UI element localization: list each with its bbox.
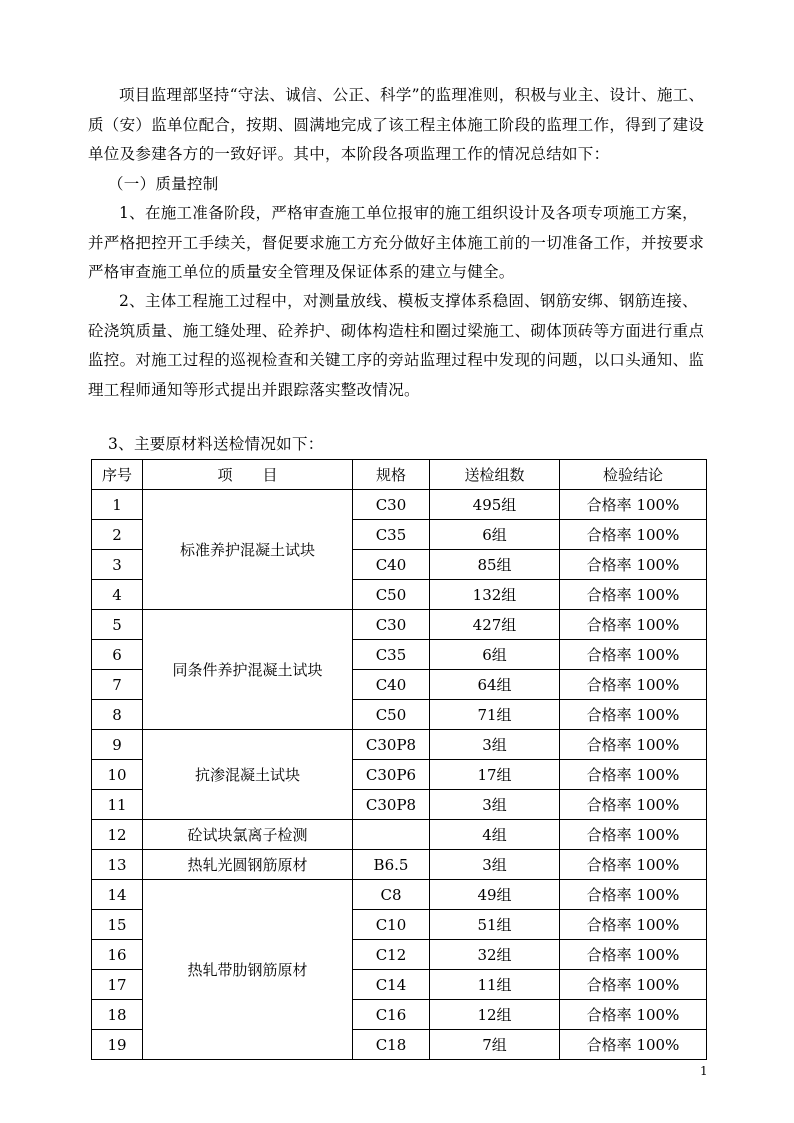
table-row bbox=[92, 610, 707, 640]
cell-count: 4组 bbox=[430, 820, 560, 850]
cell-spec: C30 bbox=[353, 490, 430, 520]
cell-count: 64组 bbox=[430, 670, 560, 700]
cell-spec: C50 bbox=[353, 580, 430, 610]
cell-count: 3组 bbox=[430, 730, 560, 760]
cell-no: 15 bbox=[92, 910, 143, 940]
cell-count: 32组 bbox=[430, 940, 560, 970]
cell-result: 合格率 100% bbox=[560, 700, 707, 730]
cell-result: 合格率 100% bbox=[560, 520, 707, 550]
cell-result: 合格率 100% bbox=[560, 580, 707, 610]
materials-inspection-table bbox=[91, 459, 707, 1060]
table-caption: 3、主要原材料送检情况如下： bbox=[108, 435, 324, 453]
cell-item: 标准养护混凝土试块 bbox=[143, 490, 353, 610]
cell-spec: B6.5 bbox=[353, 850, 430, 880]
cell-result: 合格率 100% bbox=[560, 910, 707, 940]
cell-result: 合格率 100% bbox=[560, 850, 707, 880]
cell-spec: C35 bbox=[353, 520, 430, 550]
cell-spec: C18 bbox=[353, 1030, 430, 1060]
cell-result: 合格率 100% bbox=[560, 760, 707, 790]
cell-spec: C10 bbox=[353, 910, 430, 940]
cell-spec: C16 bbox=[353, 1000, 430, 1030]
cell-count: 49组 bbox=[430, 880, 560, 910]
header-count: 送检组数 bbox=[430, 460, 560, 490]
intro-paragraph: 项目监理部坚持“守法、诚信、公正、科学”的监理准则，积极与业主、设计、施工、质（安）监单位配合，按期、圆满地完成了该工程主体施工阶段的监理工作，得到了建设单位及参建各方的一致好评。其中，本阶段各项监理工作的情况总结如下： bbox=[88, 86, 705, 163]
cell-result: 合格率 100% bbox=[560, 610, 707, 640]
cell-spec: C35 bbox=[353, 640, 430, 670]
header-item: 项 目 bbox=[143, 460, 353, 490]
cell-no: 13 bbox=[92, 850, 143, 880]
cell-no: 6 bbox=[92, 640, 143, 670]
cell-result: 合格率 100% bbox=[560, 490, 707, 520]
cell-no: 7 bbox=[92, 670, 143, 700]
cell-count: 7组 bbox=[430, 1030, 560, 1060]
cell-no: 2 bbox=[92, 520, 143, 550]
page-number: 1 bbox=[700, 1064, 708, 1078]
cell-count: 71组 bbox=[430, 700, 560, 730]
cell-spec: C14 bbox=[353, 970, 430, 1000]
cell-item: 砼试块氯离子检测 bbox=[143, 820, 353, 850]
table-row bbox=[92, 490, 707, 520]
section-heading: （一）质量控制 bbox=[108, 175, 219, 193]
cell-result: 合格率 100% bbox=[560, 640, 707, 670]
cell-no: 10 bbox=[92, 760, 143, 790]
cell-spec: C50 bbox=[353, 700, 430, 730]
cell-result: 合格率 100% bbox=[560, 790, 707, 820]
cell-count: 3组 bbox=[430, 790, 560, 820]
paragraph-item-2: 2、主体工程施工过程中，对测量放线、模板支撑体系稳固、钢筋安绑、钢筋连接、砼浇筑质量、施工缝处理、砼养护、砌体构造柱和圈过梁施工、砌体顶砖等方面进行重点监控。对施工过程的巡视检查和关键工序的旁站监理过程中发现的问题，以口头通知、监理工程师通知等形式提出并跟踪落实整改情况。 bbox=[88, 292, 705, 399]
cell-no: 19 bbox=[92, 1030, 143, 1060]
cell-count: 12组 bbox=[430, 1000, 560, 1030]
table-row bbox=[92, 820, 707, 850]
header-no: 序号 bbox=[92, 460, 143, 490]
cell-count: 85组 bbox=[430, 550, 560, 580]
cell-spec: C30P8 bbox=[353, 790, 430, 820]
header-spec: 规格 bbox=[353, 460, 430, 490]
cell-result: 合格率 100% bbox=[560, 940, 707, 970]
cell-spec: C40 bbox=[353, 670, 430, 700]
cell-result: 合格率 100% bbox=[560, 970, 707, 1000]
cell-count: 132组 bbox=[430, 580, 560, 610]
cell-no: 17 bbox=[92, 970, 143, 1000]
cell-no: 18 bbox=[92, 1000, 143, 1030]
cell-item: 热轧光圆钢筋原材 bbox=[143, 850, 353, 880]
cell-item: 同条件养护混凝土试块 bbox=[143, 610, 353, 730]
cell-count: 11组 bbox=[430, 970, 560, 1000]
table-row bbox=[92, 730, 707, 760]
cell-no: 12 bbox=[92, 820, 143, 850]
cell-no: 5 bbox=[92, 610, 143, 640]
table-header-row bbox=[92, 460, 707, 490]
cell-count: 6组 bbox=[430, 520, 560, 550]
table-row bbox=[92, 850, 707, 880]
cell-spec: C12 bbox=[353, 940, 430, 970]
table-body bbox=[92, 490, 707, 1060]
cell-item: 热轧带肋钢筋原材 bbox=[143, 880, 353, 1060]
cell-spec: C30 bbox=[353, 610, 430, 640]
cell-count: 51组 bbox=[430, 910, 560, 940]
cell-count: 3组 bbox=[430, 850, 560, 880]
cell-spec: C8 bbox=[353, 880, 430, 910]
paragraph-item-1: 1、在施工准备阶段，严格审查施工单位报审的施工组织设计及各项专项施工方案，并严格把控开工手续关，督促要求施工方充分做好主体施工前的一切准备工作，并按要求严格审查施工单位的质量安全管理及保证体系的建立与健全。 bbox=[88, 204, 705, 281]
cell-no: 11 bbox=[92, 790, 143, 820]
cell-result: 合格率 100% bbox=[560, 880, 707, 910]
cell-spec: C30P8 bbox=[353, 730, 430, 760]
cell-count: 17组 bbox=[430, 760, 560, 790]
cell-result: 合格率 100% bbox=[560, 1000, 707, 1030]
cell-spec: C30P6 bbox=[353, 760, 430, 790]
header-result: 检验结论 bbox=[560, 460, 707, 490]
cell-no: 8 bbox=[92, 700, 143, 730]
cell-result: 合格率 100% bbox=[560, 820, 707, 850]
table-row bbox=[92, 880, 707, 910]
cell-no: 9 bbox=[92, 730, 143, 760]
cell-item: 抗渗混凝土试块 bbox=[143, 730, 353, 820]
cell-result: 合格率 100% bbox=[560, 550, 707, 580]
cell-count: 6组 bbox=[430, 640, 560, 670]
cell-result: 合格率 100% bbox=[560, 670, 707, 700]
cell-no: 4 bbox=[92, 580, 143, 610]
cell-no: 1 bbox=[92, 490, 143, 520]
cell-no: 3 bbox=[92, 550, 143, 580]
cell-result: 合格率 100% bbox=[560, 1030, 707, 1060]
cell-result: 合格率 100% bbox=[560, 730, 707, 760]
cell-no: 16 bbox=[92, 940, 143, 970]
cell-spec bbox=[353, 820, 430, 850]
cell-count: 495组 bbox=[430, 490, 560, 520]
cell-count: 427组 bbox=[430, 610, 560, 640]
cell-spec: C40 bbox=[353, 550, 430, 580]
cell-no: 14 bbox=[92, 880, 143, 910]
